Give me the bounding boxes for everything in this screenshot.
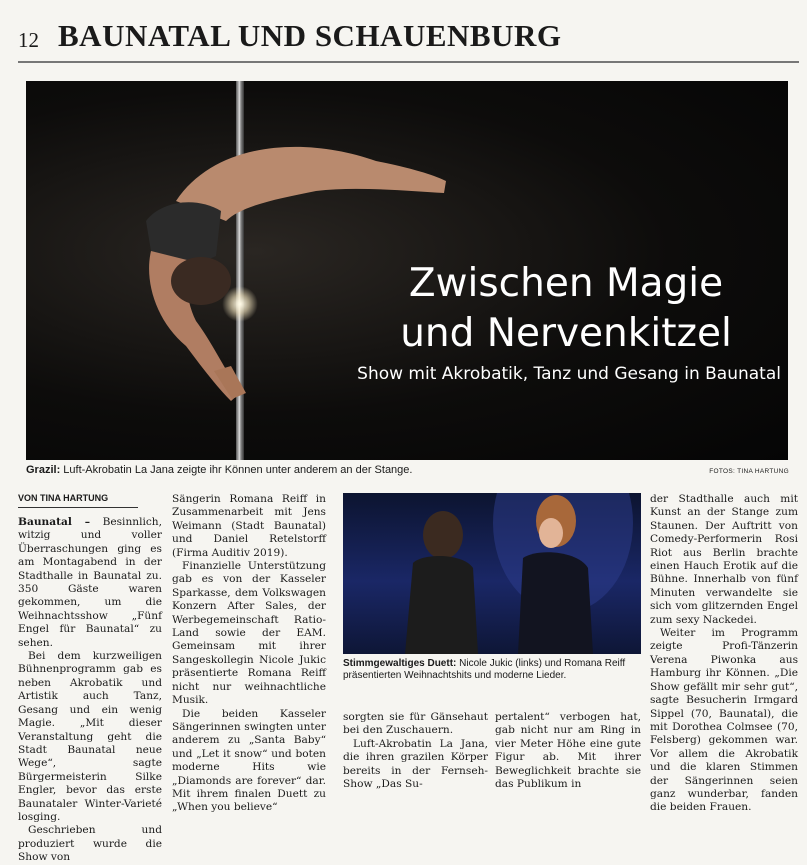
header-rule	[18, 61, 799, 63]
article-column-3b	[495, 711, 641, 791]
paragraph: sorgten sie für Gänsehaut bei den Zuschauern.	[343, 711, 488, 737]
page-number: 12	[18, 28, 39, 52]
duet-photo	[343, 493, 641, 654]
paragraph: Die beiden Kasseler Sängerinnen swingten unter anderem zu „Santa Baby“ und „Let it snow“ und boten moderne Hits wie „Diamonds are forever“ dar. Mit ihrem finalen Duett zu „When you believe“	[172, 707, 326, 814]
article-column-2	[172, 493, 326, 815]
paragraph: Baunatal – Besinnlich, witzig und voller Überraschungen ging es am Montagabend in der Stadthalle in Baunatal zu. 350 Gäste waren gekommen, um die Weihnachtsshow „Fünf Engel für Baunatal“ zu sehen.	[18, 516, 162, 649]
paragraph: Geschrieben und produziert wurde die Show von	[18, 824, 162, 864]
paragraph: Weiter im Programm zeigte Profi-Tänzerin Verena Piwonka aus Hamburg ihr Können. „Die Show gefällt mir sehr gut“, sagte Besucherin Irmgard Sippel (70, Baunatal), die mit Dorothea Colmsee (70, Felsberg) gekommen war. Vor allem die Akrobatik und die klaren Stimmen der Sängerinnen seien ganz wunderbar, fanden die beiden Frauen.	[650, 627, 798, 814]
caption-label: Grazil:	[26, 464, 61, 476]
main-photo-caption	[26, 464, 412, 476]
byline: VON TINA HARTUNG	[18, 493, 109, 503]
caption-text: Nicole Jukic (links) und Romana Reiff präsentierten Weihnachtshits und moderne Lieder.	[343, 658, 626, 681]
paragraph: Bei dem kurzweiligen Bühnenprogramm gab es neben Akrobatik und Artistik auch Tanz, Gesang und ein wenig Magie. „Mit dieser Veranstaltung geht die Stadt Baunatal neue Wege“, sagte Bürgermeisterin Silke Engler, bevor das erste Baunataler Winter-Varieté losging.	[18, 650, 162, 823]
acrobat-photo	[26, 81, 788, 460]
dateline: Baunatal –	[18, 516, 91, 528]
headline	[356, 259, 776, 359]
article-column-1	[18, 516, 162, 865]
section-title: BAUNATAL UND SCHAUENBURG	[58, 18, 562, 53]
caption-text: Luft-Akrobatin La Jana zeigte ihr Können unter anderem an der Stange.	[60, 464, 413, 476]
article-column-3a	[343, 711, 488, 791]
paragraph: Sängerin Romana Reiff in Zusammenarbeit mit Jens Weimann (Stadt Baunatal) und Daniel Retelstorff (Firma Auditiv 2019).	[172, 493, 326, 559]
paragraph: der Stadthalle auch mit Kunst an der Stange zum Staunen. Der Auftritt von Comedy-Performerin Rosi Riot aus Berlin brachte einen Hauch Erotik auf die Bühne. Innerhalb von fünf Minuten verwandelte sie sich vom glitzernden Engel zum sexy Nackedei.	[650, 493, 798, 626]
photo-credit: FOTOS: TINA HARTUNG	[709, 468, 789, 475]
singers-figure	[343, 493, 641, 654]
headline-line-2: und Nervenkitzel	[400, 311, 732, 356]
page-header	[18, 8, 797, 56]
subheadline: Show mit Akrobatik, Tanz und Gesang in Baunatal	[357, 364, 781, 384]
paragraph: Finanzielle Unterstützung gab es von der Kasseler Sparkasse, dem Volkswagen Konzern After Sales, der Werbegemeinschaft Ratio-Land sowie der EAM. Gemeinsam mit ihrer Sangeskollegin Nicole Jukic präsentierte Romana Reiff nicht nur weihnachtliche Musik.	[172, 560, 326, 707]
byline-rule	[18, 507, 138, 508]
headline-line-1: Zwischen Magie	[408, 261, 724, 306]
duet-photo-caption	[343, 658, 641, 682]
paragraph: Luft-Akrobatin La Jana, die ihren grazilen Körper bereits in der Fernseh-Show „Das Su-	[343, 737, 488, 791]
article-column-4	[650, 493, 798, 815]
caption-label: Stimmgewaltiges Duett:	[343, 658, 457, 669]
paragraph: pertalent“ verbogen hat, gab nicht nur am Ring in vier Meter Höhe eine gute Figur ab. Mit ihrer Beweglichkeit brachte sie das Publikum in	[495, 711, 641, 791]
